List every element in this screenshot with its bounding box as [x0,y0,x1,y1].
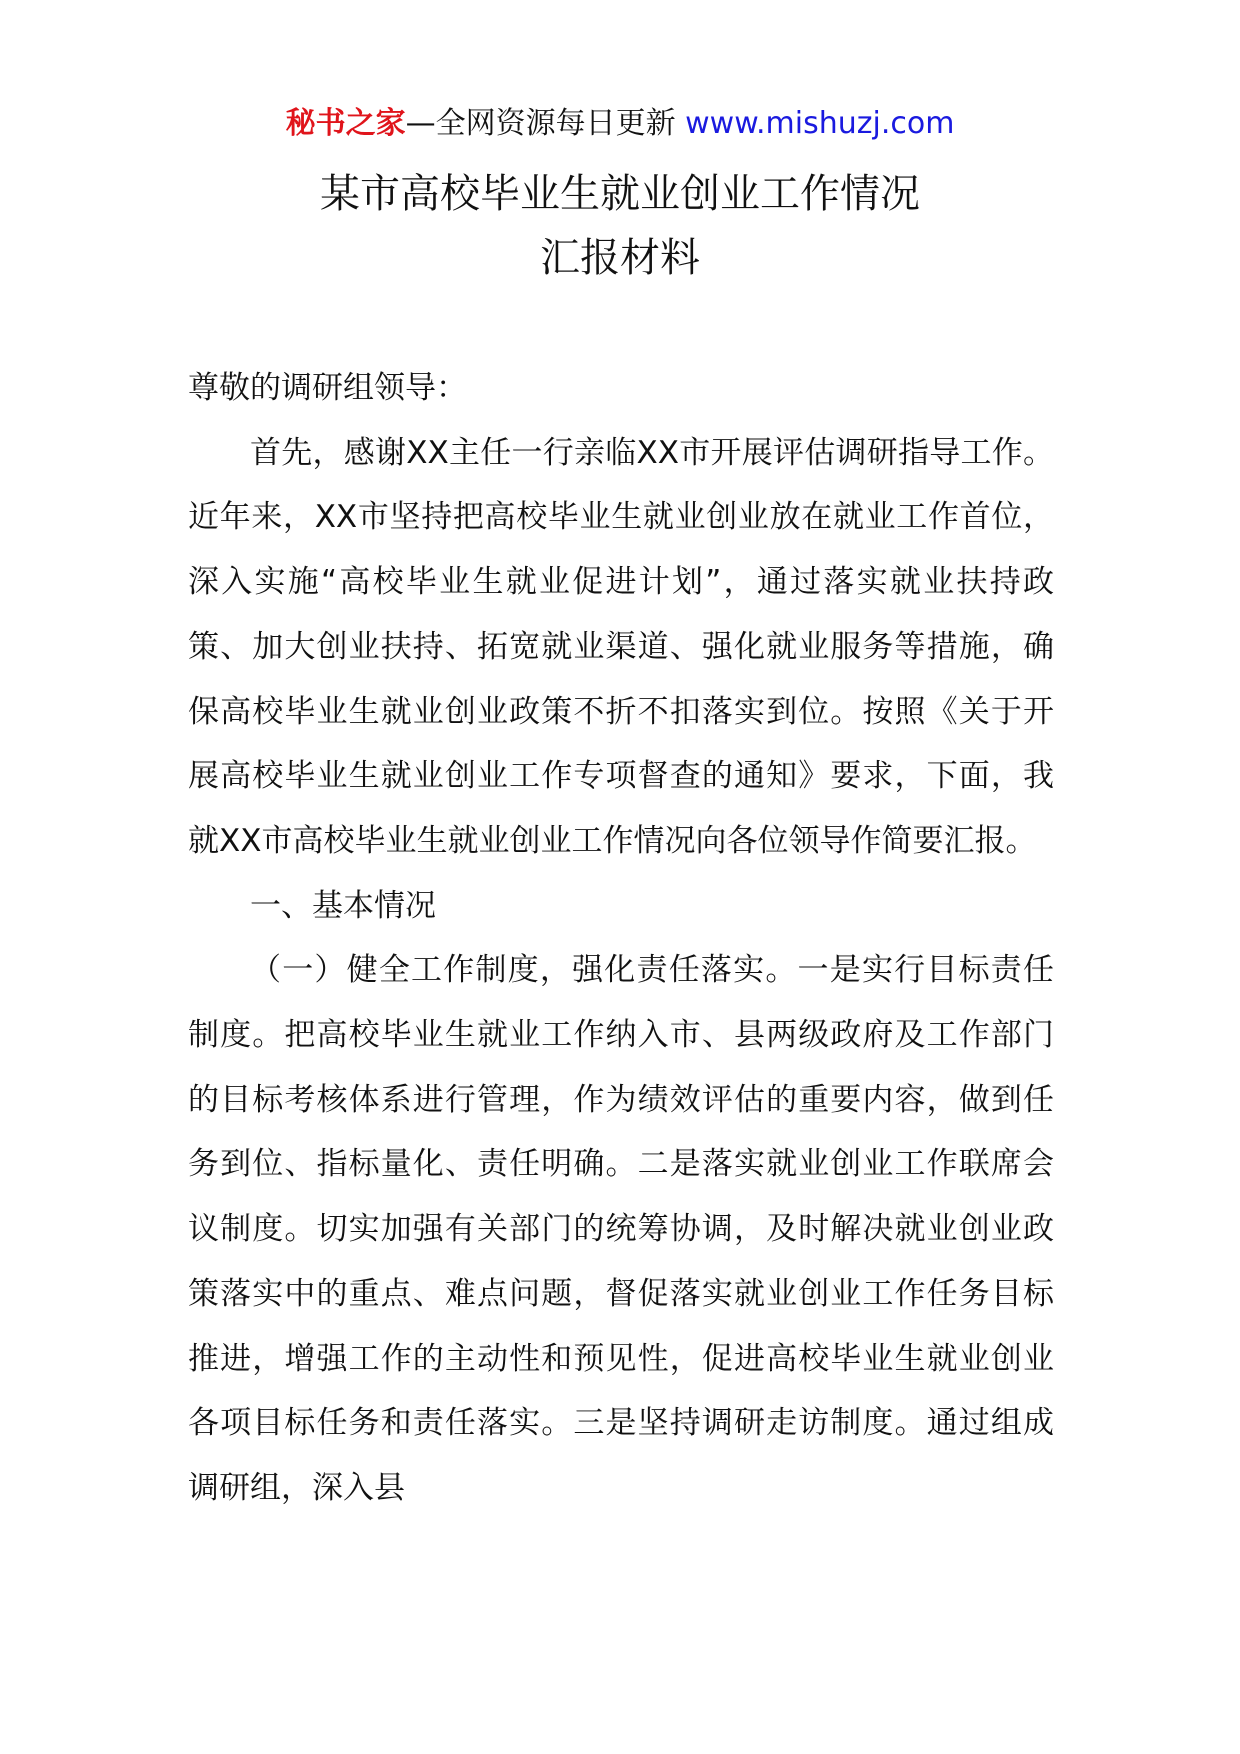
document-body [188,356,1054,1521]
document-title [0,162,1240,290]
brand-name: 秘书之家 [285,106,406,141]
paragraph-intro: 首先，感谢XX主任一行亲临XX市开展评估调研指导工作。近年来，XX市坚持把高校毕业生就业创业放在就业工作首位，深入实施“高校毕业生就业促进计划”，通过落实就业扶持政策、加大创业扶持、拓宽就业渠道、强化就业服务等措施，确保高校毕业生就业创业政策不折不扣落实到位。按照《关于开展高校毕业生就业创业工作专项督查的通知》要求，下面，我就XX市高校毕业生就业创业工作情况向各位领导作简要汇报。 [188,434,1054,859]
title-line-2: 汇报材料 [540,235,700,281]
header-url[interactable]: www.mishuzj.com [685,106,955,141]
header-slogan: —全网资源每日更新 [405,106,676,141]
watermark-header [0,104,1240,144]
paragraph-section-1: （一）健全工作制度，强化责任落实。一是实行目标责任制度。把高校毕业生就业工作纳入市、县两级政府及工作部门的目标考核体系进行管理，作为绩效评估的重要内容，做到任务到位、指标量化、责任明确。二是落实就业创业工作联席会议制度。切实加强有关部门的统筹协调，及时解决就业创业政策落实中的重点、难点问题，督促落实就业创业工作任务目标推进，增强工作的主动性和预见性，促进高校毕业生就业创业各项目标任务和责任落实。三是坚持调研走访制度。通过组成调研组，深入县 [188,952,1054,1506]
salutation: 尊敬的调研组领导： [188,370,467,406]
title-line-1: 某市高校毕业生就业创业工作情况 [320,171,920,217]
section-heading: 一、基本情况 [250,887,436,924]
